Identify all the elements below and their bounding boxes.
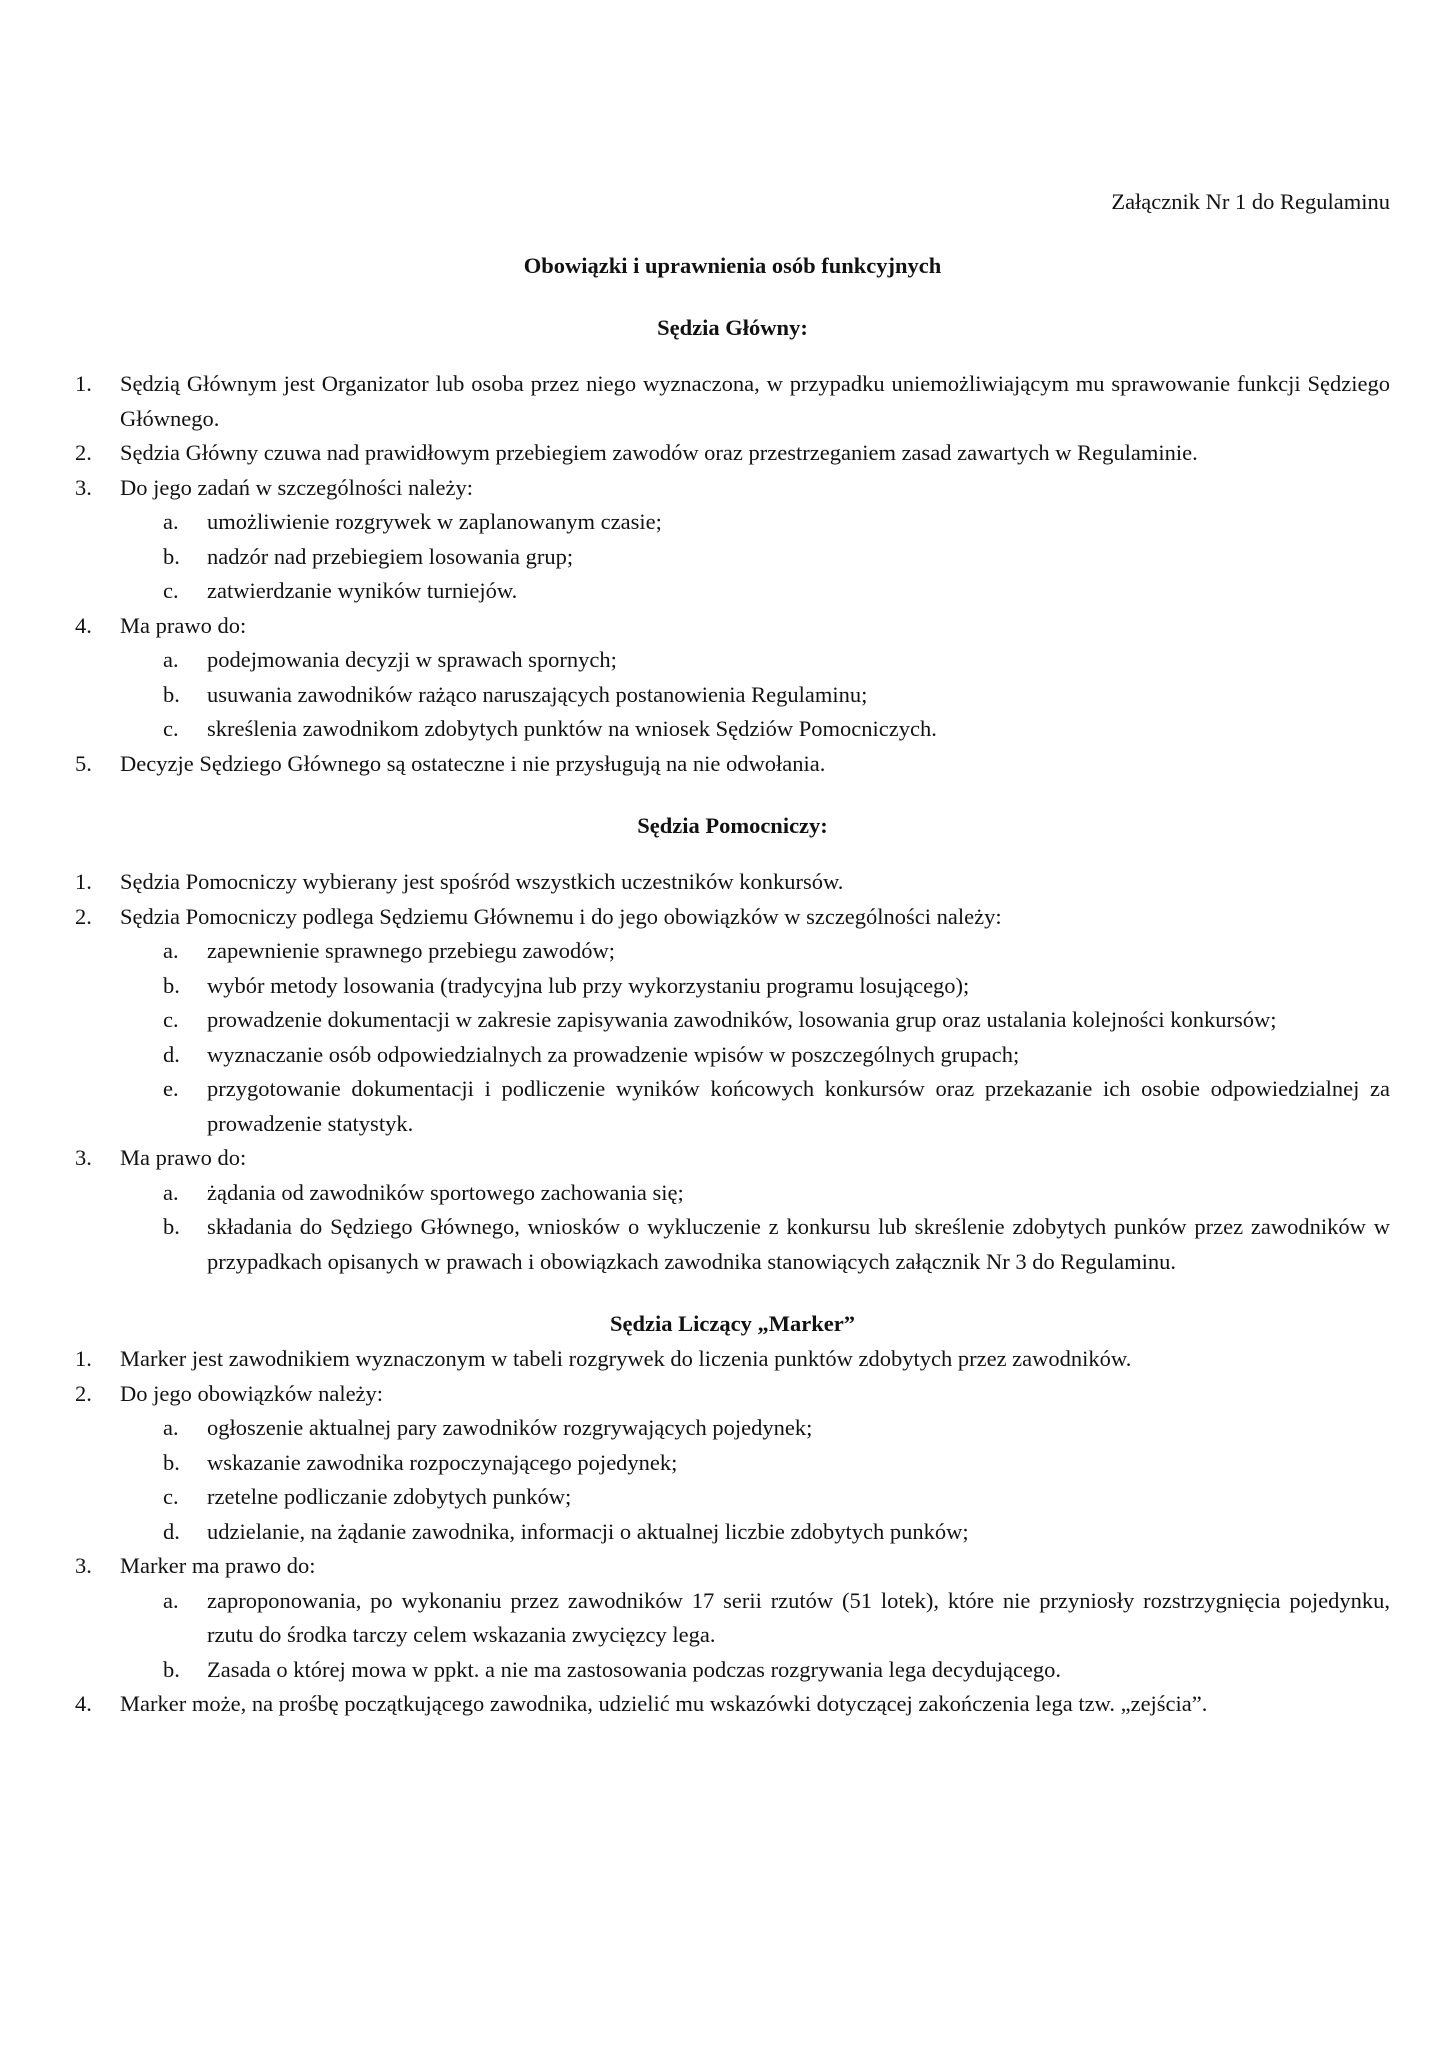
sub-list-item-marker: a.: [163, 509, 179, 534]
sub-list-item-marker: d.: [163, 1041, 180, 1067]
list-item-text: Decyzje Sędziego Głównego są ostateczne i nie przysługują na nie odwołania.: [120, 750, 826, 776]
sub-list-item-marker: c.: [163, 578, 179, 603]
list-item: [75, 1549, 1390, 1584]
sub-list-item-text: skreślenia zawodnikom zdobytych punktów na wniosek Sędziów Pomocniczych.: [207, 716, 937, 741]
list-item-marker: 2.: [75, 1380, 92, 1406]
sub-list-item-marker: b.: [163, 1449, 180, 1475]
list-item-text: Marker ma prawo do:: [120, 1553, 316, 1578]
sub-list-item-marker: b.: [163, 681, 180, 707]
list-item: [75, 471, 1390, 506]
sub-list-item-text: zapewnienie sprawnego przebiegu zawodów;: [207, 938, 615, 963]
list-item-text: Do jego obowiązków należy:: [120, 1380, 384, 1406]
sub-list-item: [163, 1480, 1390, 1515]
sub-list-item-marker: a.: [163, 1179, 179, 1205]
attachment-header: Załącznik Nr 1 do Regulaminu: [1111, 189, 1390, 214]
sub-list-item: [163, 1210, 1390, 1279]
list-item: [75, 747, 1390, 782]
sub-list-item-marker: c.: [163, 716, 179, 741]
sub-list-item-text: rzetelne podliczanie zdobytych punków;: [207, 1484, 572, 1509]
sub-list-item-text: wyznaczanie osób odpowiedzialnych za prowadzenie wpisów w poszczególnych grupach;: [207, 1041, 1020, 1067]
sub-list-item-marker: e.: [163, 1076, 179, 1101]
sub-list-item-text: składania do Sędziego Głównego, wniosków o wykluczenie z konkursu lub skreślenie zdobytych punków przez zawodników w przypadkach opisanych w prawach i obowiązkach zawodnika stanowiących załącznik Nr 3 do Regulaminu.: [207, 1214, 1390, 1274]
sub-list-item-marker: b.: [163, 1656, 180, 1682]
sub-list-item-text: przygotowanie dokumentacji i podliczenie wyników końcowych konkursów oraz przekazanie ich osobie odpowiedzialnej za prowadzenie statystyk.: [207, 1076, 1390, 1136]
sub-list-item-text: usuwania zawodników rażąco naruszających postanowienia Regulaminu;: [207, 681, 868, 707]
list-item: [75, 900, 1390, 935]
sub-list-item: [163, 1038, 1390, 1073]
item-list: [75, 865, 1390, 1279]
sub-list-item-marker: c.: [163, 1007, 179, 1032]
sub-list-item: [163, 540, 1390, 575]
sub-list-item-text: Zasada o której mowa w ppkt. a nie ma zastosowania podczas rozgrywania lega decydującego.: [207, 1656, 1062, 1682]
list-item-text: Sędzią Głównym jest Organizator lub osoba przez niego wyznaczona, w przypadku uniemożliwiającym mu sprawowanie funkcji Sędziego Głównego.: [120, 371, 1390, 431]
list-item: [75, 1377, 1390, 1412]
sub-list-item-text: ogłoszenie aktualnej pary zawodników rozgrywających pojedynek;: [207, 1415, 813, 1440]
sub-list-item: [163, 505, 1390, 540]
sub-list-item-text: zatwierdzanie wyników turniejów.: [207, 578, 518, 603]
list-item-marker: 5.: [75, 750, 92, 776]
sub-list-item: [163, 1446, 1390, 1481]
sub-list-item: [163, 1515, 1390, 1550]
list-item: [75, 865, 1390, 900]
list-item-text: Marker jest zawodnikiem wyznaczonym w tabeli rozgrywek do liczenia punktów zdobytych przez zawodników.: [120, 1346, 1132, 1371]
section-heading: Sędzia Pomocniczy:: [637, 813, 828, 838]
item-list: [75, 1342, 1390, 1722]
list-item-text: Sędzia Główny czuwa nad prawidłowym przebiegiem zawodów oraz przestrzeganiem zasad zawartych w Regulaminie.: [120, 440, 1198, 465]
sub-list-item: [163, 1584, 1390, 1653]
sub-list-item-text: podejmowania decyzji w sprawach spornych;: [207, 647, 617, 672]
list-item-marker: 1.: [75, 1346, 92, 1371]
sub-list-item-text: wskazanie zawodnika rozpoczynającego pojedynek;: [207, 1449, 678, 1475]
sub-list-item-marker: b.: [163, 972, 180, 998]
sub-list-item-marker: a.: [163, 647, 179, 672]
sub-list-item-marker: b.: [163, 543, 180, 569]
list-item-marker: 1.: [75, 371, 92, 396]
section-heading: Sędzia Główny:: [657, 315, 808, 340]
list-item: [75, 436, 1390, 471]
sub-list-item: [163, 1003, 1390, 1038]
sections-container: [75, 311, 1390, 1722]
sub-list-item: [163, 1072, 1390, 1141]
sub-list-item-text: prowadzenie dokumentacji w zakresie zapisywania zawodników, losowania grup oraz ustalania kolejności konkursów;: [207, 1007, 1277, 1032]
section-heading: Sędzia Liczący „Marker”: [610, 1311, 855, 1336]
list-item-text: Ma prawo do:: [120, 1145, 247, 1170]
sub-list-item: [163, 678, 1390, 713]
list-item-marker: 2.: [75, 903, 92, 929]
sub-list-item-marker: b.: [163, 1214, 180, 1239]
list-item-marker: 3.: [75, 1553, 92, 1578]
section: [75, 1307, 1390, 1722]
sub-list-item: [163, 934, 1390, 969]
list-item: [75, 609, 1390, 644]
document-title: Obowiązki i uprawnienia osób funkcyjnych: [523, 253, 942, 278]
list-item-marker: 4.: [75, 612, 92, 638]
sub-list-item-marker: c.: [163, 1484, 179, 1509]
list-item-marker: 1.: [75, 869, 92, 894]
sub-list-item: [163, 1176, 1390, 1211]
sub-list-item-marker: a.: [163, 1587, 179, 1613]
sub-list-item: [163, 574, 1390, 609]
section: [75, 809, 1390, 1279]
list-item: [75, 1141, 1390, 1176]
list-item-text: Ma prawo do:: [120, 612, 247, 638]
list-item: [75, 367, 1390, 436]
list-item-text: Sędzia Pomocniczy wybierany jest spośród wszystkich uczestników konkursów.: [120, 869, 844, 894]
sub-list-item-text: wybór metody losowania (tradycyjna lub przy wykorzystaniu programu losującego);: [207, 972, 970, 998]
list-item: [75, 1342, 1390, 1377]
sub-list-item: [163, 1411, 1390, 1446]
sub-list-item-text: zaproponowania, po wykonaniu przez zawodników 17 serii rzutów (51 lotek), które nie przyniosły rozstrzygnięcia pojedynku, rzutu do środka tarczy celem wskazania zwycięzcy lega.: [207, 1587, 1390, 1647]
list-item-marker: 2.: [75, 440, 92, 465]
list-item-text: Sędzia Pomocniczy podlega Sędziemu Głównemu i do jego obowiązków w szczególności należy:: [120, 903, 1002, 929]
list-item-text: Do jego zadań w szczególności należy:: [120, 474, 473, 500]
list-item-marker: 4.: [75, 1691, 92, 1716]
sub-list-item: [163, 1653, 1390, 1688]
sub-list-item-text: umożliwienie rozgrywek w zaplanowanym czasie;: [207, 509, 662, 534]
sub-list-item-text: nadzór nad przebiegiem losowania grup;: [207, 543, 574, 569]
sub-list-item-text: udzielanie, na żądanie zawodnika, informacji o aktualnej liczbie zdobytych punków;: [207, 1518, 969, 1544]
sub-list-item-marker: a.: [163, 938, 179, 963]
sub-list-item: [163, 712, 1390, 747]
list-item: [75, 1687, 1390, 1722]
sub-list-item-marker: a.: [163, 1415, 179, 1440]
sub-list-item: [163, 643, 1390, 678]
item-list: [75, 367, 1390, 781]
section: [75, 311, 1390, 781]
sub-list-item-marker: d.: [163, 1518, 180, 1544]
sub-list-item-text: żądania od zawodników sportowego zachowania się;: [207, 1179, 684, 1205]
list-item-marker: 3.: [75, 1145, 92, 1170]
list-item-text: Marker może, na prośbę początkującego zawodnika, udzielić mu wskazówki dotyczącej zakończenia lega tzw. „zejścia”.: [120, 1691, 1208, 1716]
list-item-marker: 3.: [75, 474, 92, 500]
sub-list-item: [163, 969, 1390, 1004]
